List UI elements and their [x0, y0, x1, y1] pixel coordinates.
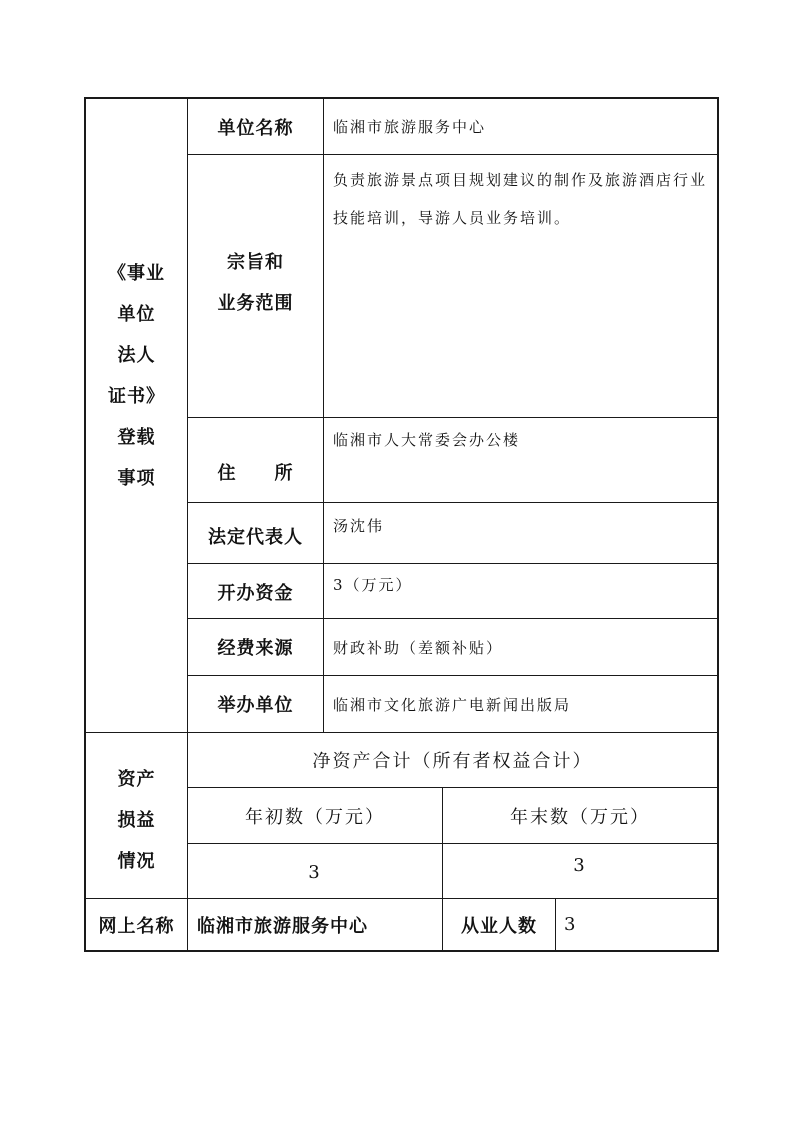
address-label: 住 所	[217, 463, 294, 484]
purpose-value: 负责旅游景点项目规划建议的制作及旅游酒店行业技能培训，导游人员业务培训。	[333, 171, 708, 227]
online-name-value: 临湘市旅游服务中心	[197, 915, 368, 937]
section-label-line: 法人	[117, 344, 156, 366]
assets-label-line: 损益	[117, 810, 156, 831]
section-label-line: 单位	[117, 303, 156, 325]
unit-name-value: 临湘市旅游服务中心	[333, 118, 487, 136]
net-assets-header: 净资产合计（所有者权益合计）	[312, 751, 593, 772]
online-name-label: 网上名称	[98, 915, 175, 937]
section-label-line: 《事业	[108, 262, 165, 284]
capital-value: 3（万元）	[333, 576, 413, 594]
registration-form-table	[84, 97, 719, 952]
assets-section-label	[86, 733, 187, 898]
sponsor-value: 临湘市文化旅游广电新闻出版局	[333, 695, 572, 714]
funding-value: 财政补助（差额补贴）	[333, 638, 504, 657]
legal-rep-label: 法定代表人	[208, 527, 303, 548]
border-right	[717, 97, 719, 952]
unit-name-label: 单位名称	[217, 117, 294, 139]
section-label-line: 登载	[117, 426, 156, 448]
address-value: 临湘市人大常委会办公楼	[333, 431, 521, 449]
section-label-line: 证书》	[108, 385, 165, 407]
assets-start-value: 3	[308, 861, 322, 883]
registration-section-label	[86, 99, 187, 732]
purpose-label-line: 宗旨和	[227, 252, 284, 273]
assets-start-header: 年初数（万元）	[245, 806, 385, 828]
purpose-label-line: 业务范围	[217, 293, 294, 314]
capital-label: 开办资金	[217, 583, 294, 604]
assets-end-value: 3	[573, 854, 587, 876]
assets-end-header: 年末数（万元）	[510, 806, 650, 828]
funding-label: 经费来源	[217, 638, 294, 659]
border-bottom	[84, 950, 719, 952]
staff-count-value: 3	[564, 914, 578, 935]
assets-label-line: 情况	[117, 851, 156, 872]
purpose-label	[188, 155, 323, 417]
section-label-line: 事项	[117, 467, 156, 489]
assets-label-line: 资产	[117, 769, 156, 790]
legal-rep-value: 汤沈伟	[333, 517, 385, 535]
staff-count-label: 从业人数	[461, 915, 537, 937]
sponsor-label: 举办单位	[217, 695, 294, 716]
